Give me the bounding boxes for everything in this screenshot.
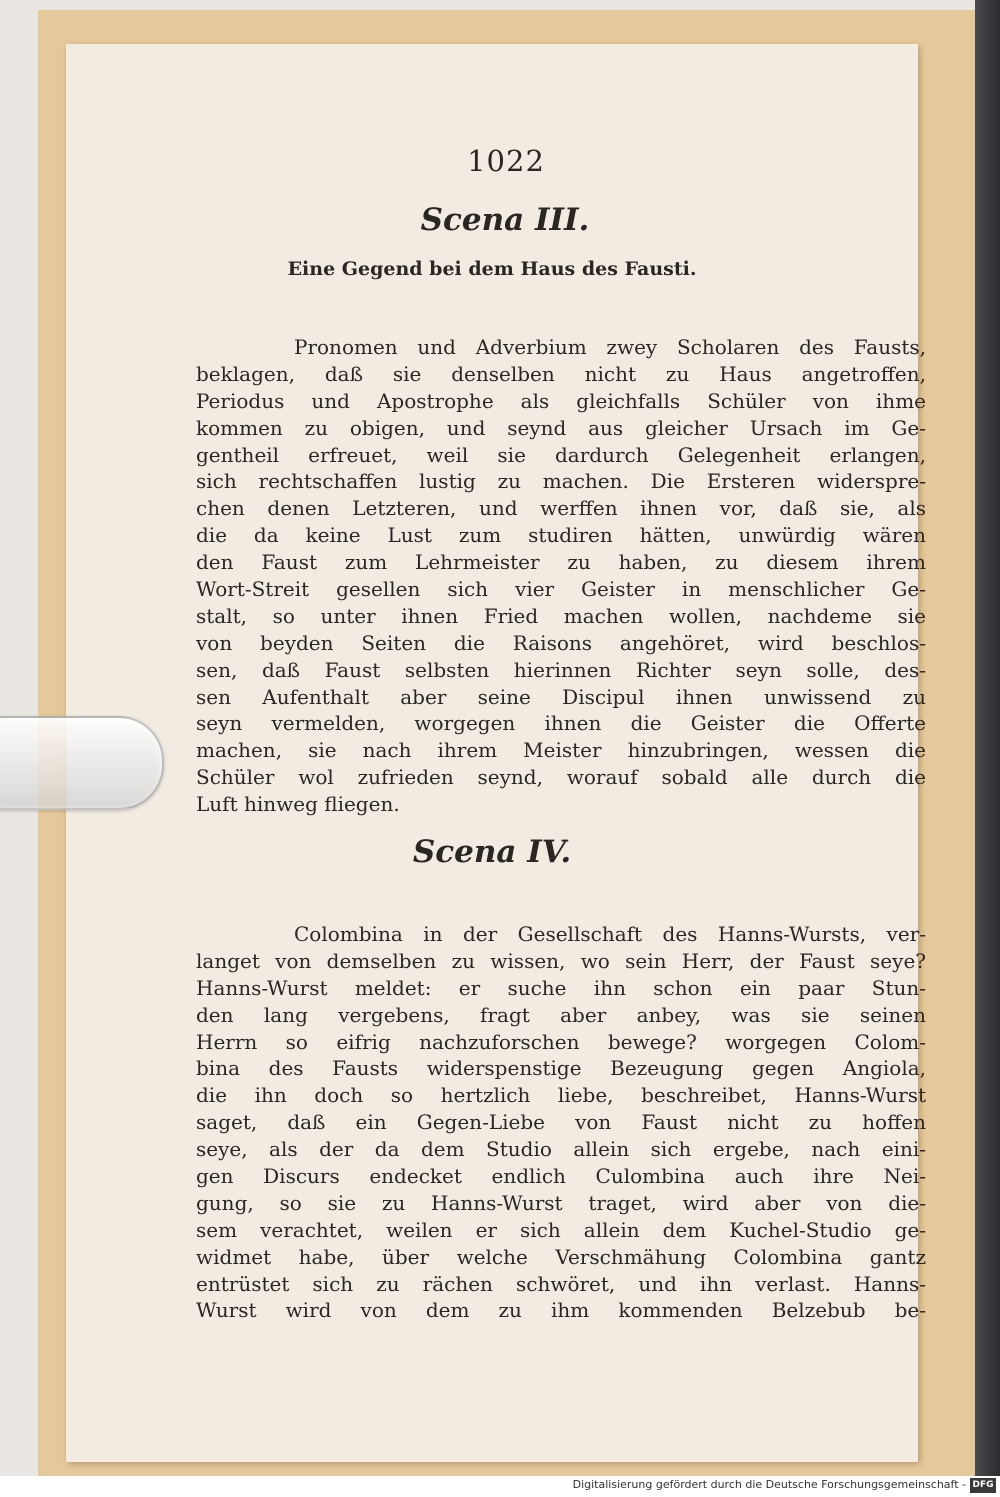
scene-3-location: Eine Gegend bei dem Haus des Fausti. [287,258,697,280]
text-line: stalt, so unter ihnen Fried machen wollen, nachdeme sie [196,603,926,628]
text-line: gen Discurs endecket endlich Culombina auch ihre Nei- [196,1164,926,1189]
dfg-logo-icon: DFG [970,1478,996,1493]
book-edge [975,0,1000,1476]
text-line: von beyden Seiten die Raisons angehöret, wird beschlos- [196,630,926,655]
page-number: 1022 [467,144,545,178]
text-line: den lang vergebens, fragt aber anbey, was sie seinen [196,1002,926,1027]
text-line: Pronomen und Adverbium zwey Scholaren des Fausts, [294,335,926,359]
text-line: sich rechtschaffen lustig zu machen. Die Ersteren widerspre- [196,469,926,494]
text-line: die ihn doch so hertzlich liebe, beschreibet, Hanns-Wurst [196,1083,926,1108]
text-line: sen Aufenthalt aber seine Discipul ihnen unwissend zu [196,684,926,709]
scene-4-title: Scena IV. [412,834,572,870]
text-line: sem verachtet, weilen er sich allein dem Kuchel-Studio ge- [196,1217,926,1242]
text-line: entrüstet sich zu rächen schwöret, und ihn verlast. Hanns- [196,1271,926,1296]
text-line: Wort-Streit gesellen sich vier Geister in menschlicher Ge- [196,577,926,602]
text-line: seyn vermelden, worgegen ihnen die Geister die Offerte [196,711,926,736]
text-line: Luft hinweg fliegen. [196,792,400,817]
text-line: saget, daß ein Gegen-Liebe von Faust nicht zu hoffen [196,1110,926,1135]
scene-3-paragraph [196,334,926,818]
text-line: widmet habe, über welche Verschmähung Colombina gantz [196,1244,926,1269]
text-line: bina des Fausts widerspenstige Bezeugung gegen Angiola, [196,1056,926,1081]
text-line: Wurst wird von dem zu ihm kommenden Belzebub be- [196,1298,926,1323]
text-line: sen, daß Faust selbsten hierinnen Richter seyn solle, des- [196,657,926,682]
page-clip [0,716,164,810]
text-line: die da keine Lust zum studiren hätten, unwürdig wären [196,523,926,548]
text-line: machen, sie nach ihrem Meister hinzubringen, wessen die [196,738,926,763]
text-line: Colombina in der Gesellschaft des Hanns-Wursts, ver- [294,922,926,946]
text-line: Herrn so eifrig nachzuforschen bewege? worgegen Colom- [196,1029,926,1054]
text-line: langet von demselben zu wissen, wo sein Herr, der Faust seye? [196,948,926,973]
text-line: seye, als der da dem Studio allein sich ergebe, nach eini- [196,1137,926,1162]
text-line: Hanns-Wurst meldet: er suche ihn schon ein paar Stun- [196,975,926,1000]
text-line: chen denen Letzteren, und werffen ihnen vor, daß sie, als [196,496,926,521]
text-line: Periodus und Apostrophe als gleichfalls Schüler von ihme [196,388,926,413]
text-line: beklagen, daß sie denselben nicht zu Haus angetroffen, [196,361,926,386]
text-line: gentheil erfreuet, weil sie dardurch Gelegenheit erlangen, [196,442,926,467]
scene-4-paragraph [196,921,926,1324]
scene-3-title: Scena III. [420,202,590,238]
text-line: Schüler wol zufrieden seynd, worauf sobald alle durch die [196,765,926,790]
text-line: gung, so sie zu Hanns-Wurst traget, wird aber von die- [196,1190,926,1215]
text-line: kommen zu obigen, und seynd aus gleicher Ursach im Ge- [196,415,926,440]
funding-credit: Digitalisierung gefördert durch die Deutsche Forschungsgemeinschaft - [572,1478,966,1491]
book-page [66,44,926,1462]
text-line: den Faust zum Lehrmeister zu haben, zu diesem ihrem [196,550,926,575]
footer-bar [0,1476,1000,1497]
